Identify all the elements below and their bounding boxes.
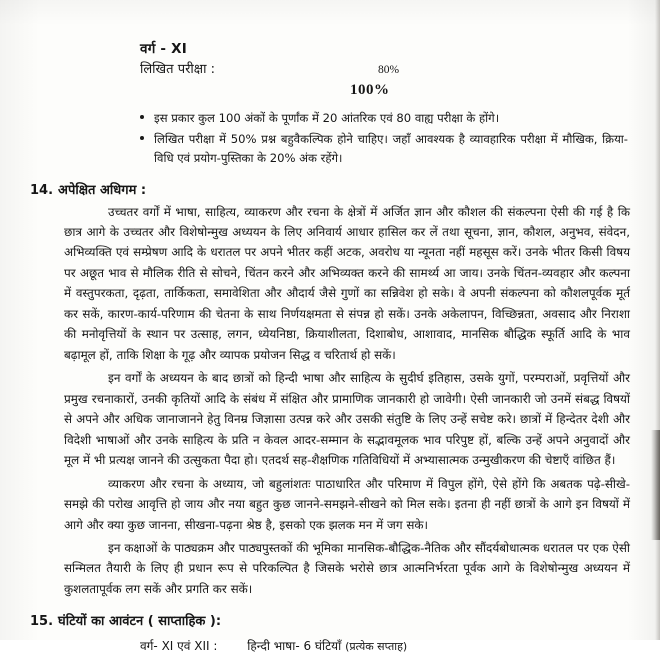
footer-subject: हिन्दी भाषा- 6 घंटियाँ (247, 639, 342, 654)
bullet-list (22, 109, 638, 167)
paragraph: इन वर्गों के अध्ययन के बाद छात्रों को हिन्दी भाषा और साहित्य के सुदीर्घ इतिहास, उसके युगों, परम्पराओं, प्रवृत्तियों और प्रमुख रचनाकारों, उनकी कृतियों आदि के संबंध में संक्षित और प्रामाणिक जानकारी हो जावेगी। ऐसी जानकारी जो उनमें संबद्ध विषयों से अपने और अधिक जानाजानने हेतु विनम्र जिज्ञासा उत्पन्न करे और उसकी संतुष्टि के लिए उन्हें सचेष्ट करे। छात्रों में हिन्देतर देशी और विदेशी भाषाओं और उनके साहित्य के प्रति न केवल आदर-सम्मान के सद्भावमूलक भाव परिपुष्ट हों, बल्कि उन्हें अपने अनुवादों और मूल में भी प्रत्यक्ष जानने की उत्सुकता पैदा हो। एतदर्थ सह-शैक्षणिक गतिविधियों में अभ्यासात्मक उन्मुखीकरण की चेष्टाएँ वांछित हैं। (64, 371, 630, 468)
paragraph: इन कक्षाओं के पाठ्यक्रम और पाठ्यपुस्तकों की भूमिका मानसिक-बौद्धिक-नैतिक और सौंदर्यबोधात्मक धरातल पर एक ऐसी सन्मिलत तैयारी के लिए ही प्रधान रूप से परिकल्पित है जिसके भरोसे छात्र आत्मनिर्भरता पूर्वक आगे के विशेषोन्मुख अध्ययन में कुशलतापूर्वक लग सकें और प्रगति कर सकें। (64, 541, 630, 596)
list-item (22, 130, 638, 168)
bullet-dot-icon (140, 115, 144, 119)
percent-small: 80% (378, 63, 400, 76)
bullet-text: लिखित परीक्षा में 50% प्रश्न बहुवैकल्पिक होने चाहिए। जहाँ आवश्यक है व्यावहारिक परीक्षा में मौखिक, क्रिया-विधि एवं प्रयोग-पुस्तिका के 20% अंक रहेंगे। (154, 131, 628, 165)
section-title: घंटियों का आवंटन ( साप्ताहिक ): (58, 614, 222, 630)
bullet-text: इस प्रकार कुल 100 अंकों के पूर्णांक में 20 आंतरिक एवं 80 वाह्य परीक्षा के होंगे। (154, 111, 500, 126)
paragraph: उच्चतर वर्गों में भाषा, साहित्य, व्याकरण और रचना के क्षेत्रों में अर्जित ज्ञान और कौशल की संकल्पना ऐसी की गई है कि छात्र आगे के उच्चतर और विशेषोन्मुख अध्ययन के लिए अनिवार्य आधार हासिल कर लें तथा सूचना, ज्ञान, कौशल, अनुभव, संवेदन, अभिव्यक्ति एवं सम्प्रेषण आदि के धरातल पर अपने भीतर कहीं अटक, अवरोध या न्यूनता नहीं महसूस करें। उनके भीतर किसी विषय पर अछूत भाव से मौलिक रीति से सोचने, चिंतन करने और अभिव्यक्त करने की सामर्थ्य आ जाय। उनके चिंतन-व्यवहार और कल्पना में वस्तुपरकता, दृढ़ता, तार्किकता, समावेशिता और औदार्य जैसे गुणों का सन्निवेश हो सके। वे अपनी संकल्पना को कौशलपूर्वक मूर्त कर सकें, कारण-कार्य-परिणाम की चेतना के साथ निर्णयक्षमता से संपन्न हो सकें। उनके अकेलापन, विच्छिन्नता, अवसाद और निराशा की मनोवृत्तियों के स्थान पर उत्साह, लगन, ध्येयनिष्ठा, क्रियाशीलता, दिशाबोध, आशावाद, मानसिक बौद्धिक स्फूर्ति आदि के भाव बढ़ामूल हों, ताकि शिक्षा के गूढ़ और व्यापक प्रयोजन सिद्ध व चरितार्थ हो सकें। (64, 204, 630, 362)
list-item (22, 109, 638, 128)
exam-row (140, 61, 638, 80)
bullet-dot-icon (140, 136, 144, 140)
footer-note: (प्रत्येक सप्ताह) (345, 640, 408, 654)
header-block (140, 40, 638, 102)
section-title: अपेक्षित अधिगम : (58, 182, 147, 198)
percent-large: 100% (350, 82, 390, 99)
scan-edge-shadow (651, 430, 660, 540)
paragraph: व्याकरण और रचना के अध्याय, जो बहुलांशतः पाठाधारित और परिमाण में विपुल होंगे, ऐसे होंगे कि अबतक पढ़े-सीखे-समझे की परोख आवृत्ति हो जाय और नया बहुत कुछ जानने-समझने-सीखने को मिल सके। इतना ही नहीं छात्रों के आगे इन विषयों में आगे और क्या कुछ जानना, सीखना-पढ़ना श्रेष्ठ है, इसको एक झलक मन में जग सके। (64, 476, 630, 532)
section-heading-14 (22, 180, 638, 198)
section-number: 15. (30, 614, 54, 630)
class-label: वर्ग - XI (140, 41, 187, 57)
footer-class-label: वर्ग- XI एवं XII : (140, 639, 218, 654)
section-heading-15 (22, 611, 638, 629)
scan-edge-shadow-right (655, 0, 660, 640)
exam-label: लिखित परीक्षा : (140, 61, 215, 77)
section-number: 14. (30, 182, 54, 198)
